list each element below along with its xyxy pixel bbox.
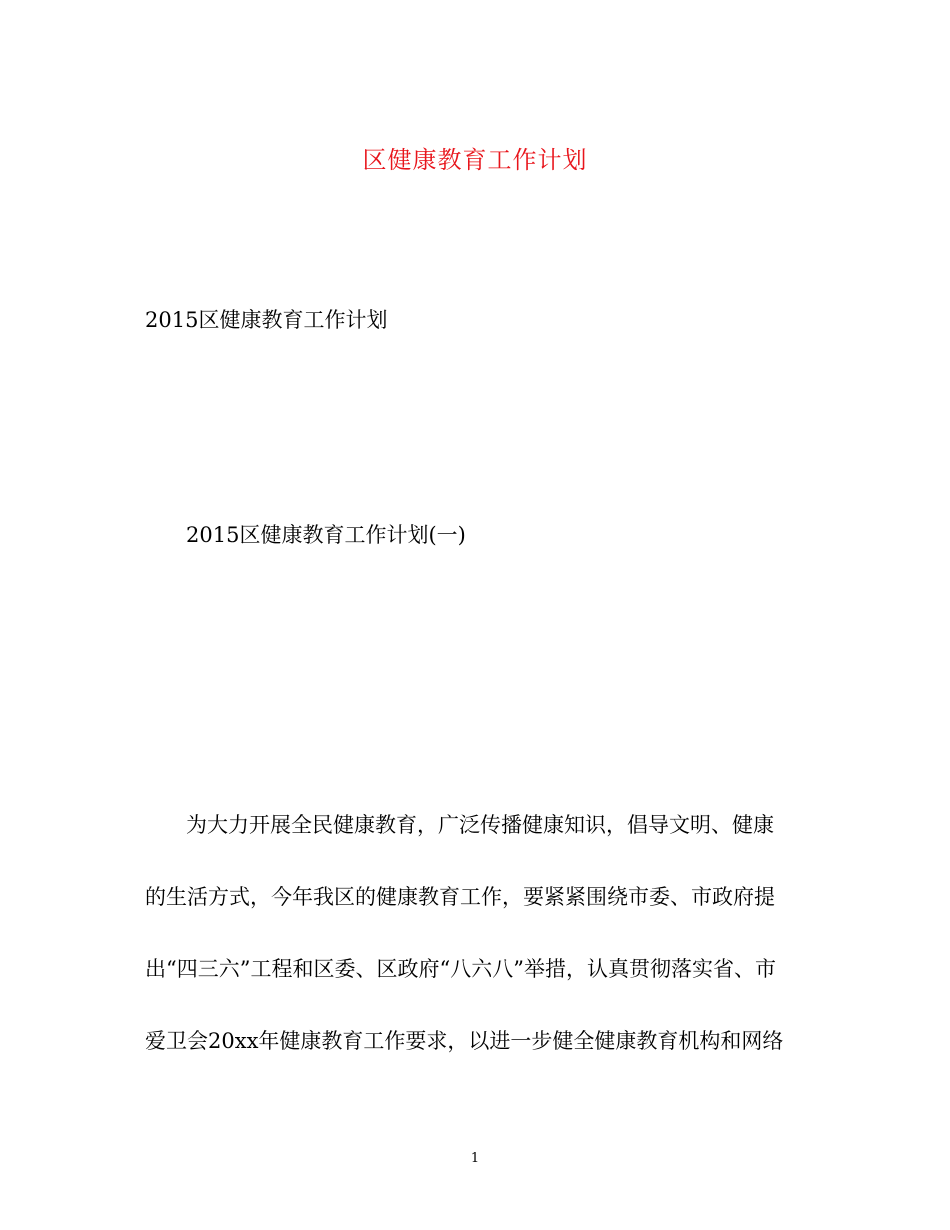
section-heading: 2015区健康教育工作计划(一)	[186, 523, 466, 547]
paragraph-line: 为大力开展全民健康教育，广泛传播健康知识，倡导文明、健康	[186, 813, 774, 837]
paragraph-line: 出“四三六”工程和区委、区政府“八六八”举措，认真贯彻落实省、市	[145, 957, 776, 981]
body-paragraph	[145, 810, 810, 1098]
document-title: 区健康教育工作计划	[362, 146, 588, 174]
paragraph-line: 爱卫会20xx年健康教育工作要求，以进一步健全健康教育机构和网络	[145, 1029, 784, 1053]
paragraph-line: 的生活方式，今年我区的健康教育工作，要紧紧围绕市委、市政府提	[145, 885, 775, 909]
document-subtitle: 2015区健康教育工作计划	[145, 308, 388, 332]
page-number: 1	[470, 1151, 480, 1166]
